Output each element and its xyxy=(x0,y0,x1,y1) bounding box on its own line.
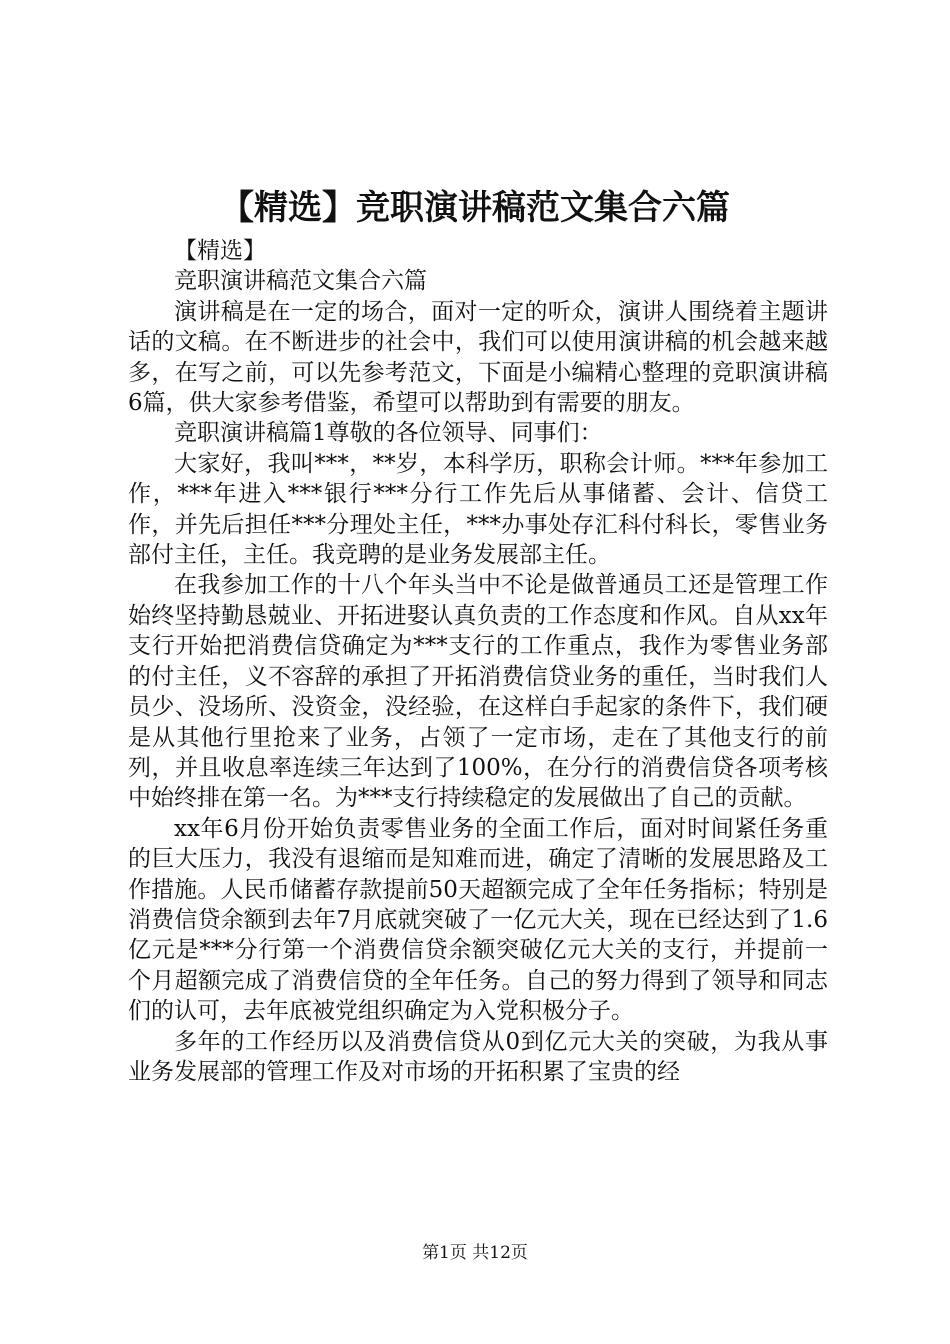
paragraph-achievements: xx年6月份开始负责零售业务的全面工作后，面对时间紧任务重的巨大压力，我没有退缩而是知难而进，确定了清晰的发展思路及工作措施。人民币储蓄存款提前50天超额完成了全年任务指标；特别是消费信贷余额到去年7月底就突破了一亿元大关，现在已经达到了1.6亿元是***分行第一个消费信贷余额突破亿元大关的支行，并提前一个月超额完成了消费信贷的全年任务。自己的努力得到了领导和同志们的认可，去年底被党组织确定为入党积极分子。 xyxy=(128,815,828,1025)
document-body xyxy=(128,236,828,1087)
paragraph-tag: 【精选】 xyxy=(174,238,266,264)
paragraph-intro: 演讲稿是在一定的场合，面对一定的听众，演讲人围绕着主题讲话的文稿。在不断进步的社会中，我们可以使用演讲稿的机会越来越多，在写之前，可以先参考范文，下面是小编精心整理的竞职演讲稿6篇，供大家参考借鉴，希望可以帮助到有需要的朋友。 xyxy=(128,298,828,417)
document-title: 【精选】竞职演讲稿范文集合六篇 xyxy=(220,188,730,228)
paragraph-self-introduction: 大家好，我叫***，**岁，本科学历，职称会计师。***年参加工作，***年进入***银行***分行工作先后从事储蓄、会计、信贷工作，并先后担任***分理处主任，***办事处存汇科付科长，零售业务部付主任，主任。我竞聘的是业务发展部主任。 xyxy=(128,450,828,569)
paragraph-continued: 多年的工作经历以及消费信贷从0到亿元大关的突破，为我从事业务发展部的管理工作及对市场的开拓积累了宝贵的经 xyxy=(128,1028,828,1085)
page-number-footer: 第1页 共12页 xyxy=(422,1243,528,1263)
paragraph-salutation: 竞职演讲稿篇1尊敬的各位领导、同事们： xyxy=(174,420,603,447)
paragraph-subtitle: 竞职演讲稿范文集合六篇 xyxy=(174,268,427,295)
paragraph-work-experience: 在我参加工作的十八个年头当中不论是做普通员工还是管理工作始终坚持勤恳兢业、开拓进娶认真负责的工作态度和作风。自从xx年支行开始把消费信贷确定为***支行的工作重点，我作为零售业务部的付主任，义不容辞的承担了开拓消费信贷业务的重任，当时我们人员少、没场所、没资金，没经验，在这样白手起家的条件下，我们硬是从其他行里抢来了业务，占领了一定市场，走在了其他支行的前列，并且收息率连续三年达到了100%，在分行的消费信贷各项考核中始终排在第一名。为***支行持续稳定的发展做出了自己的贡献。 xyxy=(128,572,828,812)
